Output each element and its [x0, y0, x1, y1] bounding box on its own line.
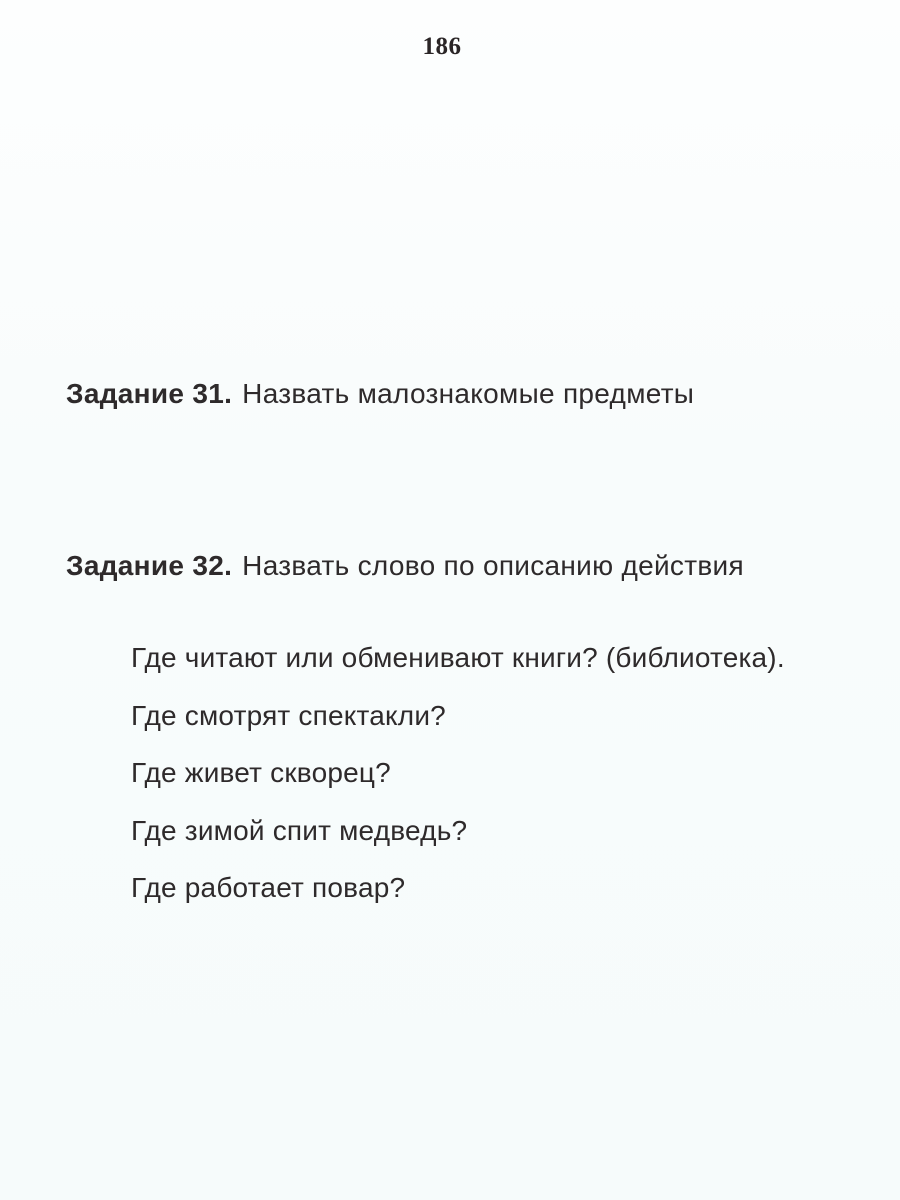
question-item: Где живет скворец?	[131, 757, 391, 788]
question-item: Где смотрят спектакли?	[131, 699, 446, 731]
question-item: Где работает повар?	[131, 872, 406, 903]
task-31-number: Задание 31.	[66, 378, 233, 409]
task-32-question-list	[131, 640, 785, 928]
task-32-number: Задание 32.	[66, 550, 233, 581]
task-31	[66, 378, 694, 410]
question-item: Где зимой спит медведь?	[131, 814, 468, 846]
task-32-title: Назвать слово по описанию действия	[242, 550, 744, 581]
page-number: 186	[422, 33, 462, 60]
task-31-title: Назвать малознакомые предметы	[242, 378, 695, 409]
task-32	[66, 550, 744, 582]
question-item: Где читают или обменивают книги? (библиотека).	[131, 642, 785, 673]
